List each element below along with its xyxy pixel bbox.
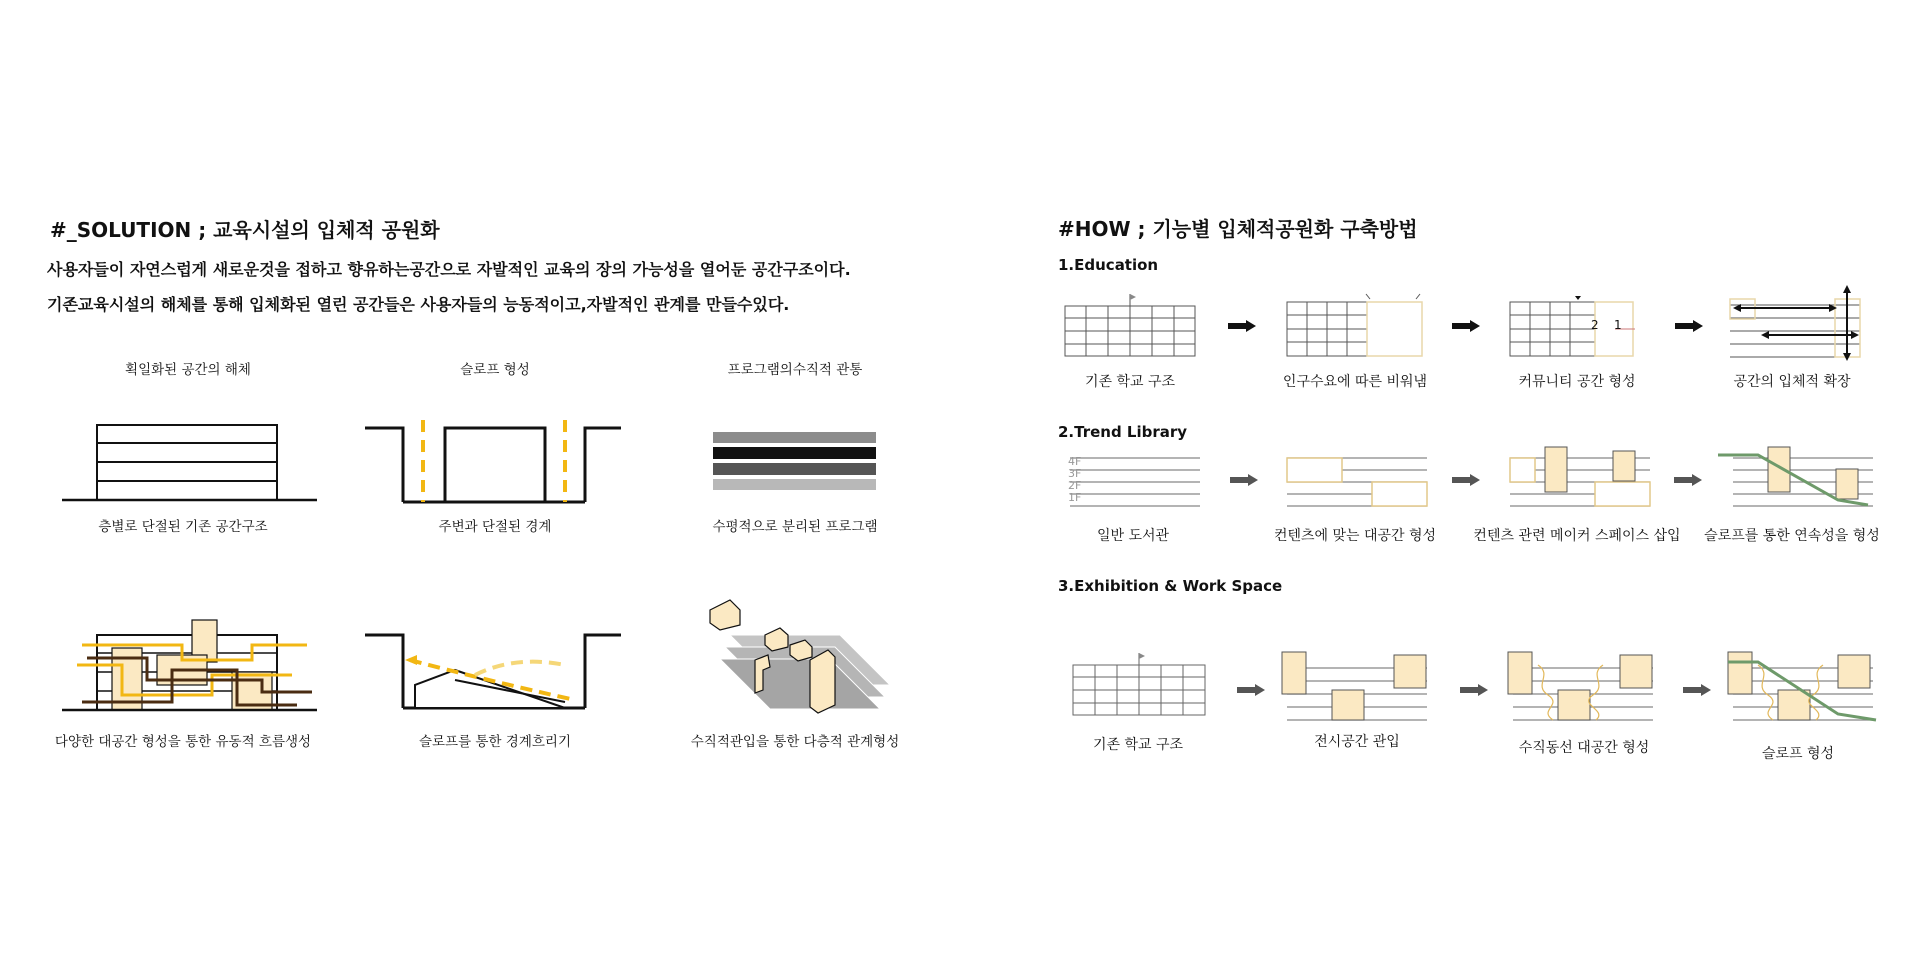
exh-caption-3: 수직동선 대공간 형성 [1518, 740, 1650, 756]
arrow-right-icon [1674, 474, 1704, 486]
edu-grid-emptied [1282, 290, 1432, 360]
column-heading-vertical: 프로그램의수직적 관통 [727, 362, 863, 378]
exh-caption-1: 기존 학교 구조 [1092, 737, 1184, 753]
edu-caption-3: 커뮤니티 공간 형성 [1518, 374, 1636, 390]
arrow-right-icon [1452, 474, 1482, 486]
exh-vertical-circulation [1508, 650, 1658, 722]
lib-floor-3: 3F [1068, 467, 1082, 480]
arrow-right-icon [1228, 320, 1258, 332]
arrow-right-icon [1675, 320, 1705, 332]
lib-caption-4: 슬로프를 통한 연속성을 형성 [1704, 528, 1880, 544]
lib-maker-space [1505, 445, 1655, 513]
diagram-slope-boundary [365, 630, 625, 715]
exh-grid-existing [1070, 650, 1210, 720]
diagram-disconnected-boundary [365, 420, 625, 505]
solution-description-line-2: 기존교육시설의 해체를 통해 입체화된 열린 공간들은 사용자들의 능동적이고,자발적인 관계를 만들수있다. [47, 295, 790, 314]
diagram-layered-floors [62, 420, 322, 505]
column-heading-slope: 슬로프 형성 [460, 362, 530, 378]
exh-slope [1718, 648, 1878, 724]
arrow-right-icon [1460, 684, 1490, 696]
lib-floors-existing [1060, 455, 1205, 510]
diagram-horizontal-programs [713, 430, 878, 490]
solution-description-line-1: 사용자들이 자연스럽게 새로운것을 접하고 향유하는공간으로 자발적인 교육의 장의 가능성을 열어둔 공간구조이다. [47, 260, 851, 279]
arrow-right-icon [1452, 320, 1482, 332]
lib-slope-continuity [1718, 445, 1878, 513]
edu-caption-2: 인구수요에 따른 비워냄 [1282, 374, 1428, 390]
arrow-right-icon [1230, 474, 1260, 486]
caption-disconnected-boundary: 주변과 단절된 경계 [438, 519, 552, 535]
diagram-fluid-flow [62, 620, 322, 715]
arrow-right-icon [1683, 684, 1713, 696]
edu-community-mark-1: 1 [1614, 318, 1622, 332]
section-title-education: 1.Education [1058, 256, 1159, 274]
lib-caption-1: 일반 도서관 [1096, 528, 1170, 544]
exh-caption-4: 슬로프 형성 [1761, 746, 1835, 762]
lib-caption-2: 컨텐츠에 맞는 대공간 형성 [1273, 528, 1437, 544]
solution-title: #_SOLUTION ; 교육시설의 입체적 공원화 [50, 218, 440, 242]
edu-grid-expanded [1725, 285, 1875, 360]
edu-community-mark-2: 2 [1591, 318, 1599, 332]
lib-caption-3: 컨텐츠 관련 메이커 스페이스 삽입 [1473, 528, 1681, 544]
arrow-right-icon [1237, 684, 1267, 696]
exh-space-insertion [1282, 650, 1432, 722]
lib-large-space [1282, 452, 1432, 512]
how-title: #HOW ; 기능별 입체적공원화 구축방법 [1058, 217, 1418, 241]
section-title-exhibition: 3.Exhibition & Work Space [1058, 577, 1283, 595]
caption-vertical-penetration: 수직적관입을 통한 다층적 관계형성 [690, 734, 900, 750]
lib-floor-2: 2F [1068, 479, 1082, 492]
edu-grid-existing [1060, 290, 1200, 360]
exh-caption-2: 전시공간 관입 [1314, 734, 1400, 750]
edu-caption-4: 공간의 입체적 확장 [1733, 374, 1851, 390]
edu-caption-1: 기존 학교 구조 [1084, 374, 1176, 390]
caption-slope-boundary: 슬로프를 통한 경계흐리기 [418, 734, 572, 750]
caption-horizontal-programs: 수평적으로 분리된 프로그램 [712, 519, 878, 535]
lib-floor-4: 4F [1068, 455, 1082, 468]
column-heading-dismantle: 획일화된 공간의 해체 [125, 362, 251, 378]
diagram-vertical-penetration [690, 595, 895, 720]
edu-grid-community [1505, 290, 1655, 360]
lib-floor-1: 1F [1068, 491, 1082, 504]
caption-fluid-flow: 다양한 대공간 형성을 통한 유동적 흐름생성 [54, 734, 312, 750]
caption-layered-floors: 층별로 단절된 기존 공간구조 [98, 519, 268, 535]
section-title-library: 2.Trend Library [1058, 423, 1188, 441]
